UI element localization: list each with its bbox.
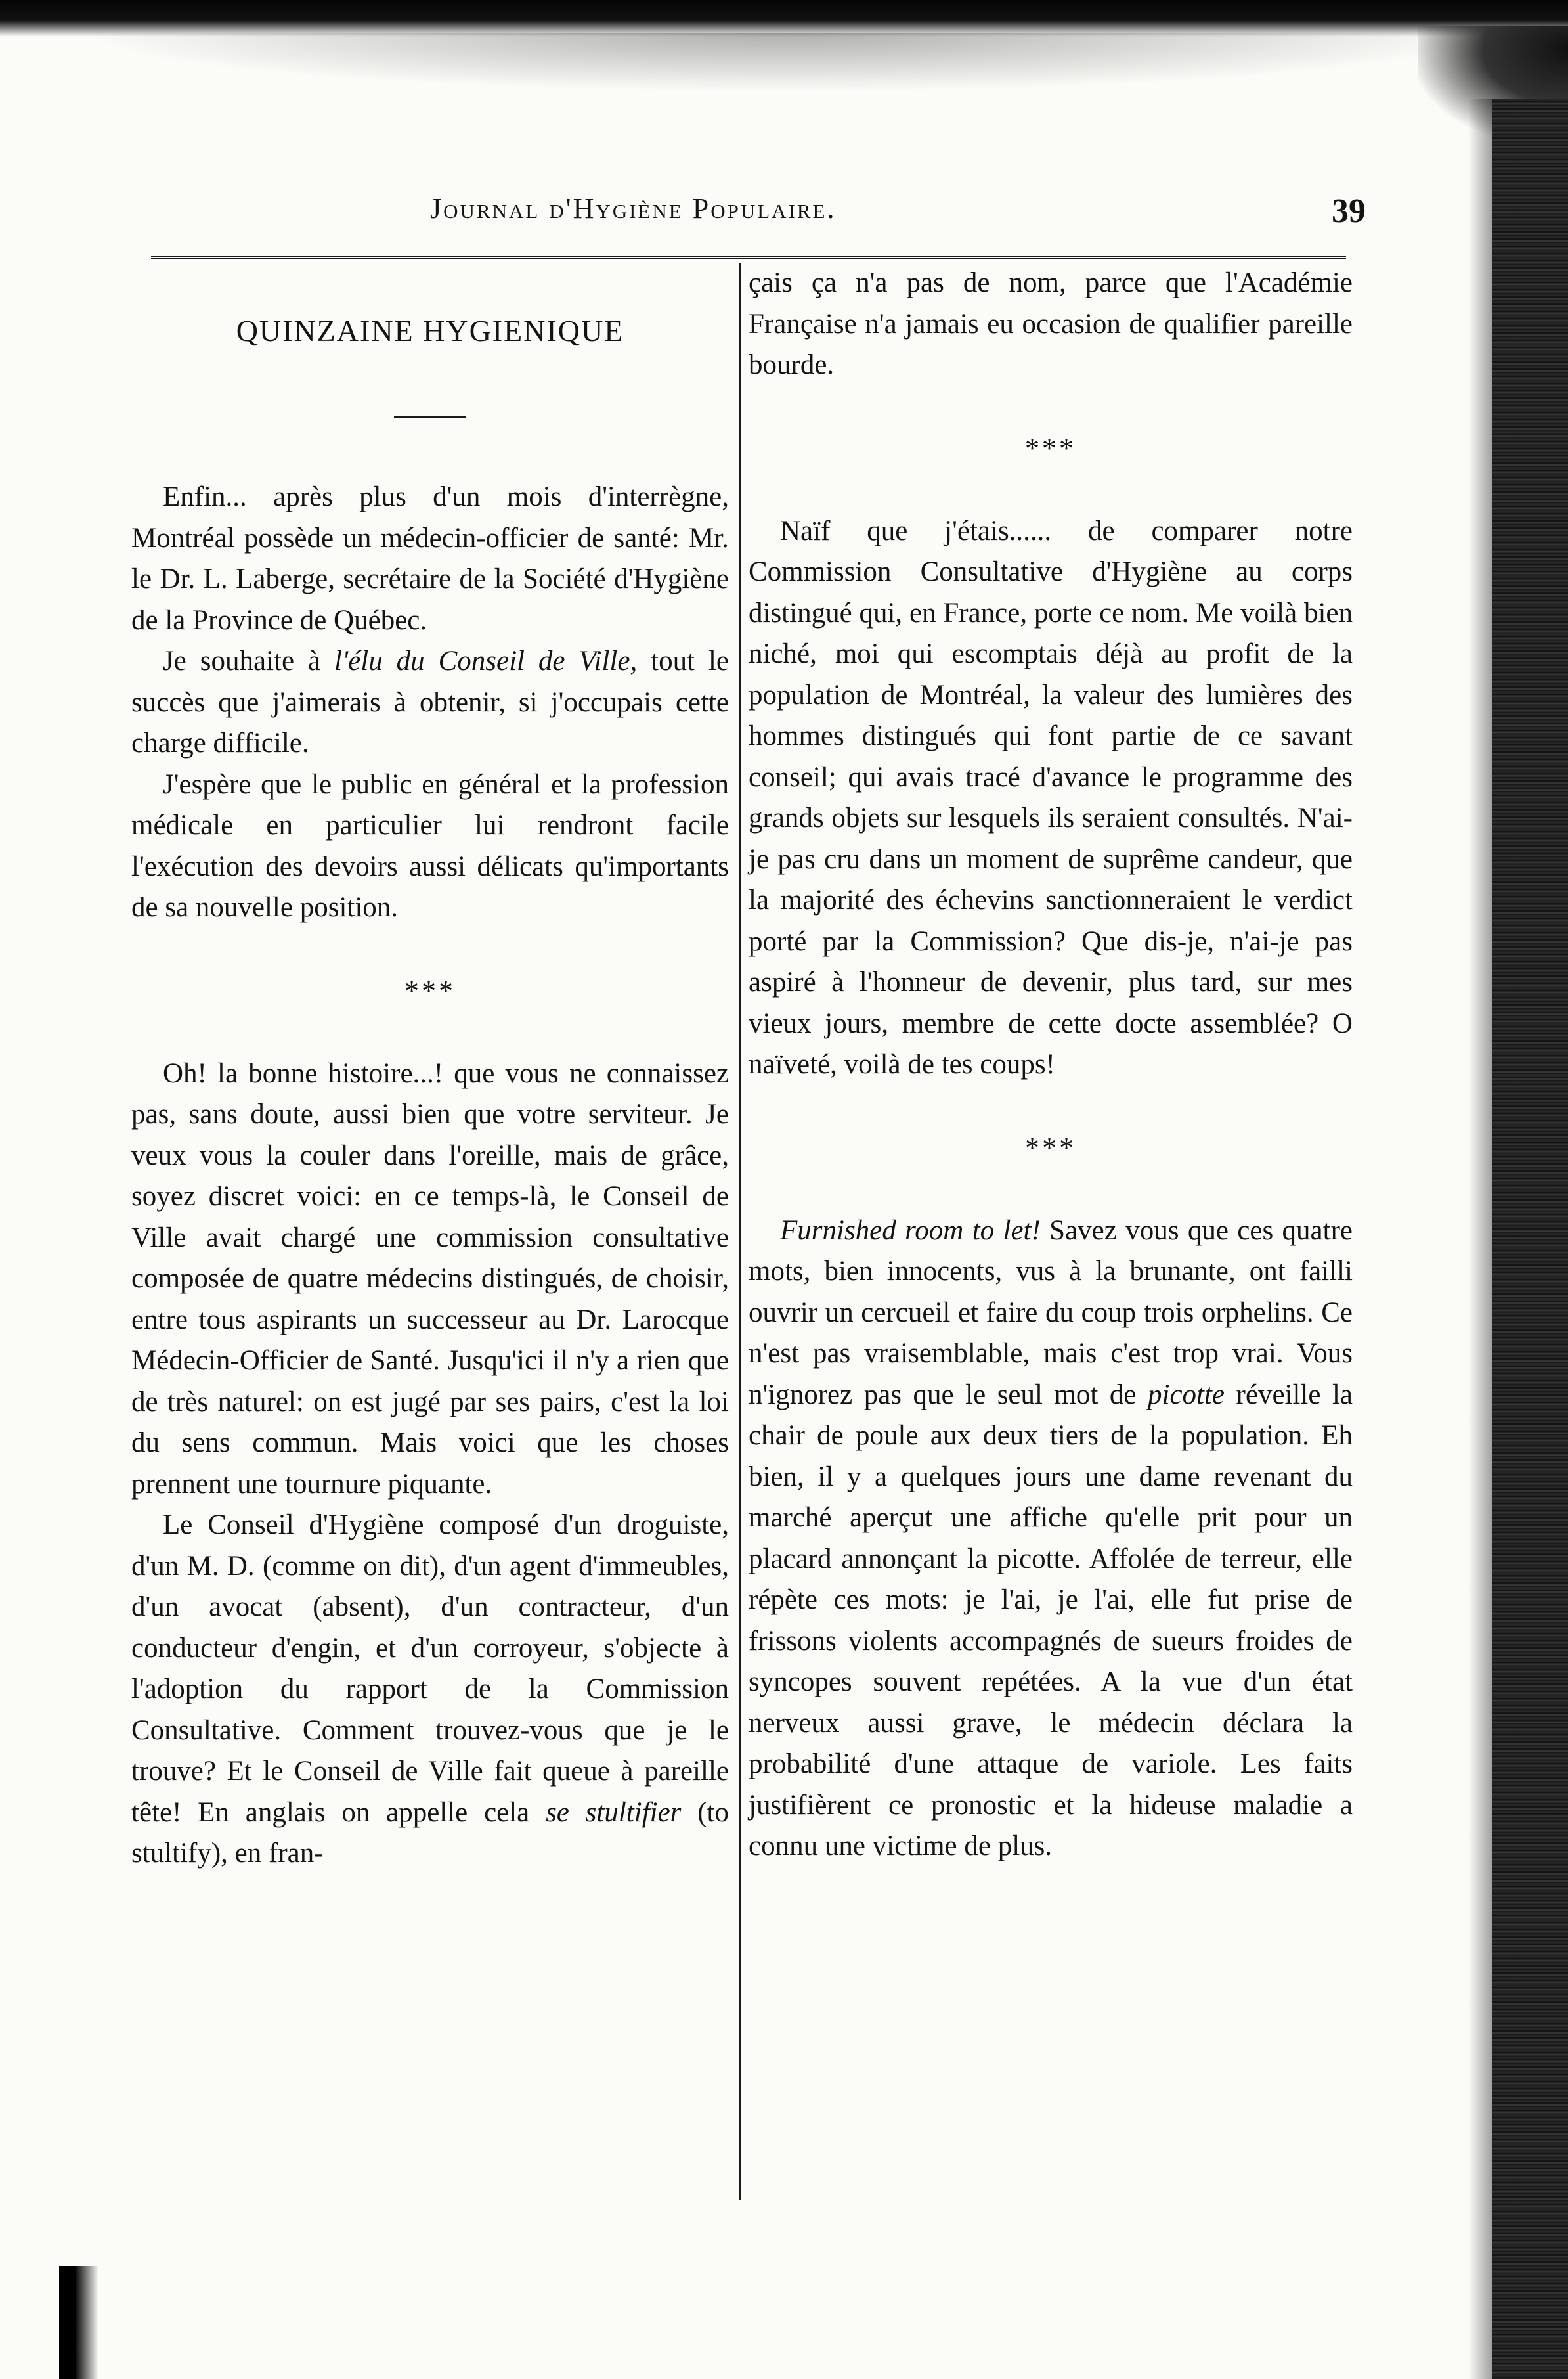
asterism-glyphs: ***: [1025, 1131, 1076, 1164]
title-rule: [394, 416, 466, 418]
paragraph: [749, 1211, 1353, 1867]
running-head: Journal d'Hygiène Populaire.: [430, 192, 837, 225]
text-run: (to stultify), en fran-: [131, 1796, 729, 1869]
scan-shadow-right: [1492, 99, 1568, 2379]
scan-mark-bottom-left: [59, 2266, 98, 2379]
paragraph: Naïf que j'étais...... de comparer notre Commission Consultative d'Hygiène au corps distingué qui, en France, porte ce nom. Me voilà bien niché, moi qui escomptais déjà au profit de la population de Montréal, la valeur des lumières des hommes distingués qui font partie de ce savant conseil; qui avais tracé d'avance le programme des grands objets sur lesquels ils seraient consultés. N'ai-je pas cru dans un moment de suprême candeur, que la majorité des échevins sanctionneraient le verdict porté par la Commission? Que dis-je, n'ai-je pas aspiré à l'honneur de devenir, plus tard, sur mes vieux jours, membre de cette docte assemblée? O naïveté, voilà de tes coups!: [749, 515, 1353, 1080]
paragraph: J'espère que le public en général et la profession médicale en particulier lui rendront facile l'exécution des devoirs aussi délicats qu'importants de sa nouvelle position.: [131, 768, 729, 923]
italic-text: l'élu du Conseil de Ville,: [334, 646, 638, 677]
text-run: réveille la chair de poule aux deux tiers de la population. Eh bien, il y a quelques jours une dame revenant du marché aperçut une affiche qu'elle prit pour un placard annonçant la picotte. Affolée de terreur, elle répète ces mots: je l'ai, je l'ai, elle fut prise de frissons violents accompagnés de sueurs froides de syncopes souvent repétées. A la vue d'un état nerveux aussi grave, le médecin déclara la probabilité d'une attaque de variole. Les faits justifièrent ce pronostic et la hideuse maladie a connu une victime de plus.: [749, 1379, 1353, 1861]
text-run: tout le succès que j'aimerais à obtenir, si j'occupais cette charge difficile.: [131, 646, 730, 759]
italic-text: se stultifier: [546, 1796, 682, 1828]
page-number: 39: [1332, 192, 1366, 230]
scan-shadow-top: [0, 0, 1568, 37]
left-column: [131, 273, 729, 1875]
right-column: [749, 263, 1353, 1867]
paragraph: Oh! la bonne histoire...! que vous ne connaissez pas, sans doute, aussi bien que votre serviteur. Je veux vous la couler dans l'oreille, mais de grâce, soyez discret voici: en ce temps-là, le Conseil de Ville avait chargé une commission consultative composée de quatre médecins distingués, de choisir, entre tous aspirants un successeur au Dr. Larocque Médecin-Officier de Santé. Jusqu'ici il n'y a rien que de très naturel: on est jugé par ses pairs, c'est la loi du sens commun. Mais voici que les choses prennent une tournure piquante.: [131, 1057, 729, 1500]
asterism-glyphs: ***: [1025, 432, 1076, 464]
header-rule: [151, 256, 1346, 259]
italic-text: picotte: [1148, 1379, 1225, 1410]
paragraph: çais ça n'a pas de nom, parce que l'Académie Française n'a jamais eu occasion de qualifier pareille bourde.: [749, 267, 1353, 380]
text-run: Savez vous que ces quatre mots, bien innocents, vus à la brunante, ont failli ouvrir un cercueil et faire du coup trois orphelins. Ce n'est pas vraisemblable, mais c'est trop vrai. Vous n'ignorez pas que le seul mot de: [749, 1214, 1353, 1410]
scan-shadow-right-fade: [1468, 99, 1494, 2379]
asterism-separator: [749, 386, 1353, 511]
paragraph: [131, 641, 729, 765]
paragraph: Enfin... après plus d'un mois d'interrègne, Montréal possède un médecin-officier de santé: Mr. le Dr. L. Laberge, secrétaire de la Société d'Hygiène de la Province de Québec.: [131, 481, 729, 636]
section-title: QUINZAINE HYGIENIQUE: [236, 314, 624, 347]
asterism-separator: [131, 929, 729, 1054]
text-run: Le Conseil d'Hygiène composé d'un droguiste, d'un M. D. (comme on dit), d'un agent d'immeubles, d'un avocat (absent), d'un contracteur, d'un conducteur d'engin, et d'un corroyeur, s'objecte à l'adoption du rapport de la Commission Consultative. Comment trouvez-vous que je le trouve? Et le Conseil de Ville fait queue à pareille tête! En anglais on appelle cela: [131, 1509, 729, 1828]
column-divider: [739, 263, 741, 2200]
paragraph: [131, 1505, 729, 1875]
asterism-separator: [749, 1086, 1353, 1211]
asterism-glyphs: ***: [404, 974, 456, 1007]
scan-noise-top: [79, 33, 1491, 92]
italic-text: Furnished room to let!: [780, 1214, 1041, 1246]
text-run: Je souhaite à: [163, 646, 335, 677]
